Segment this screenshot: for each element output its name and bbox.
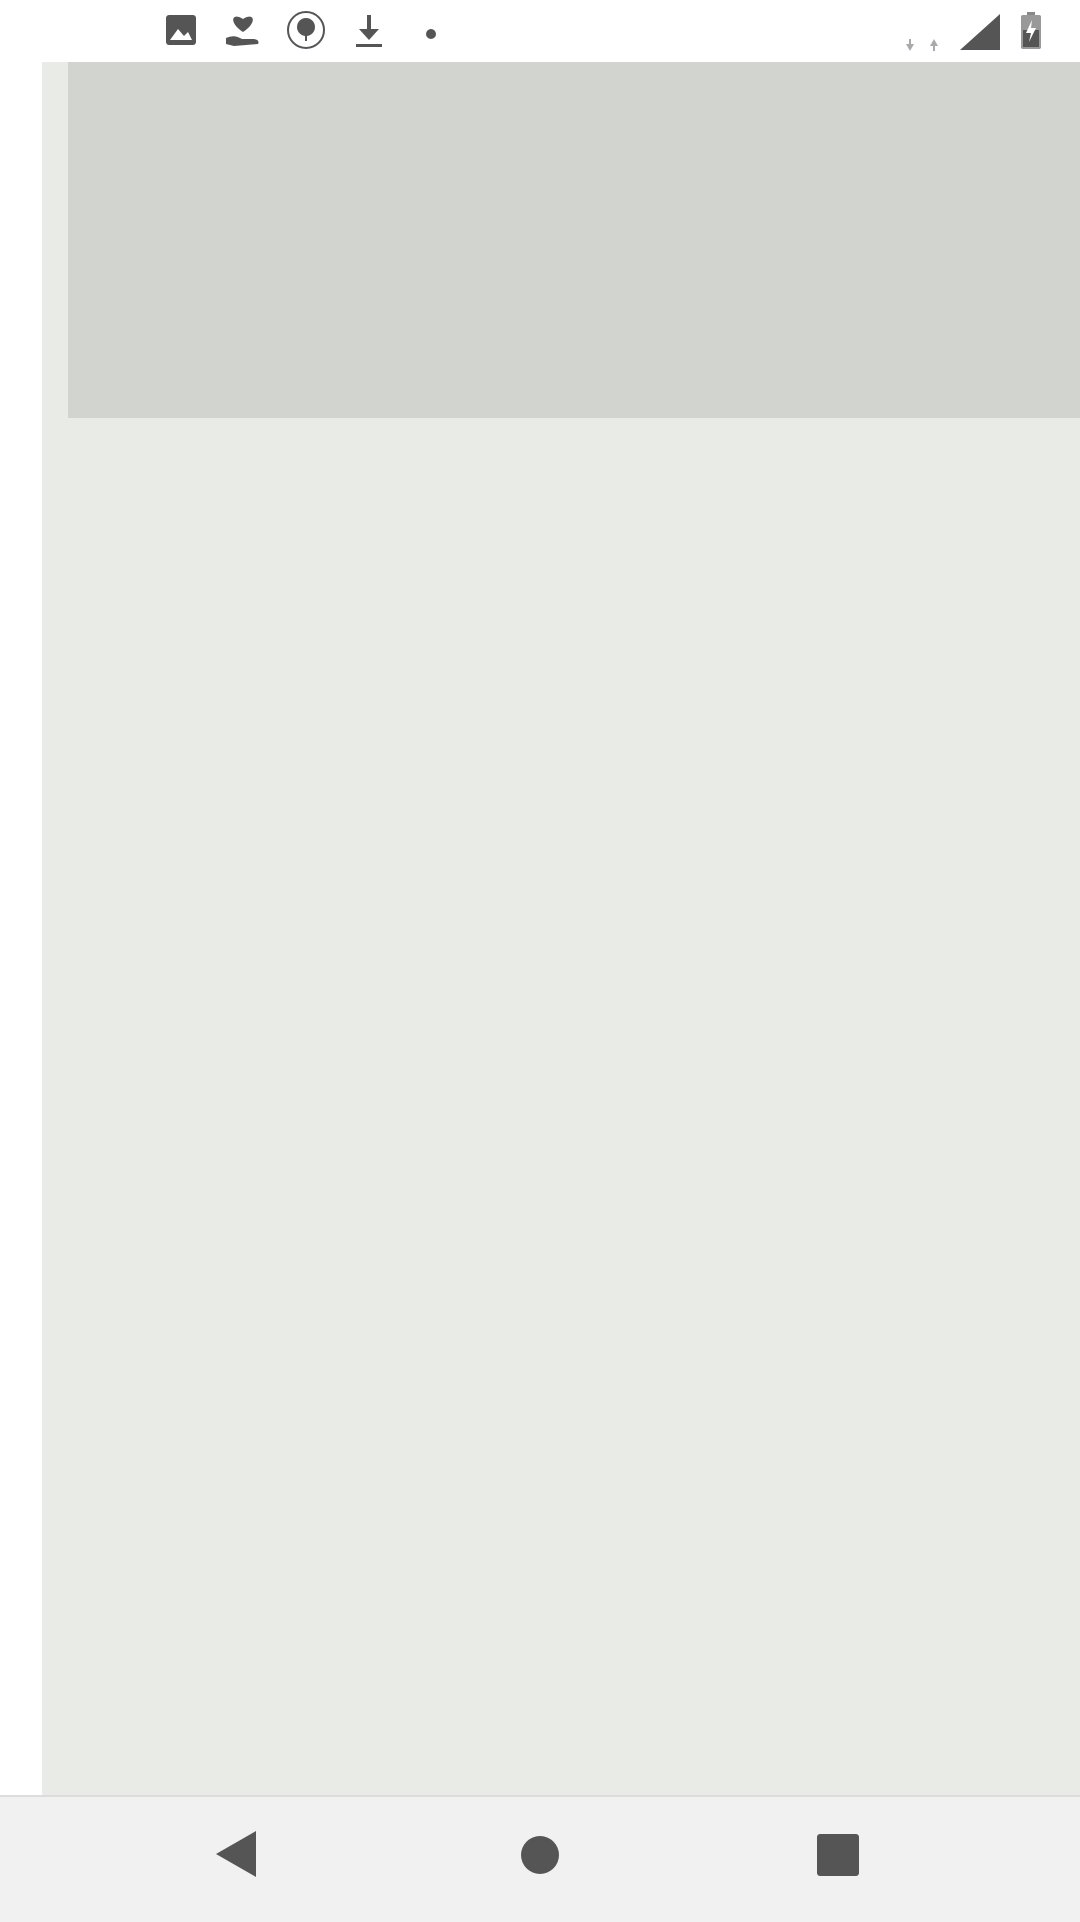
battery-icon <box>1020 12 1042 55</box>
registration-summary <box>68 62 1080 418</box>
navigation-bar <box>0 1795 1080 1922</box>
dot-icon <box>426 26 436 44</box>
health-hand-icon <box>224 12 262 53</box>
tree-logo-icon <box>286 10 326 55</box>
download-icon <box>354 14 384 53</box>
data-arrows-icon <box>906 38 940 56</box>
image-icon <box>165 14 197 51</box>
status-bar <box>0 0 1080 62</box>
home-icon[interactable] <box>520 1835 560 1880</box>
back-icon[interactable] <box>216 1831 258 1882</box>
vehicle-details <box>42 62 1080 1795</box>
recents-icon[interactable] <box>817 1834 859 1881</box>
signal-icon <box>960 14 1000 55</box>
web-page[interactable] <box>0 62 1080 1795</box>
